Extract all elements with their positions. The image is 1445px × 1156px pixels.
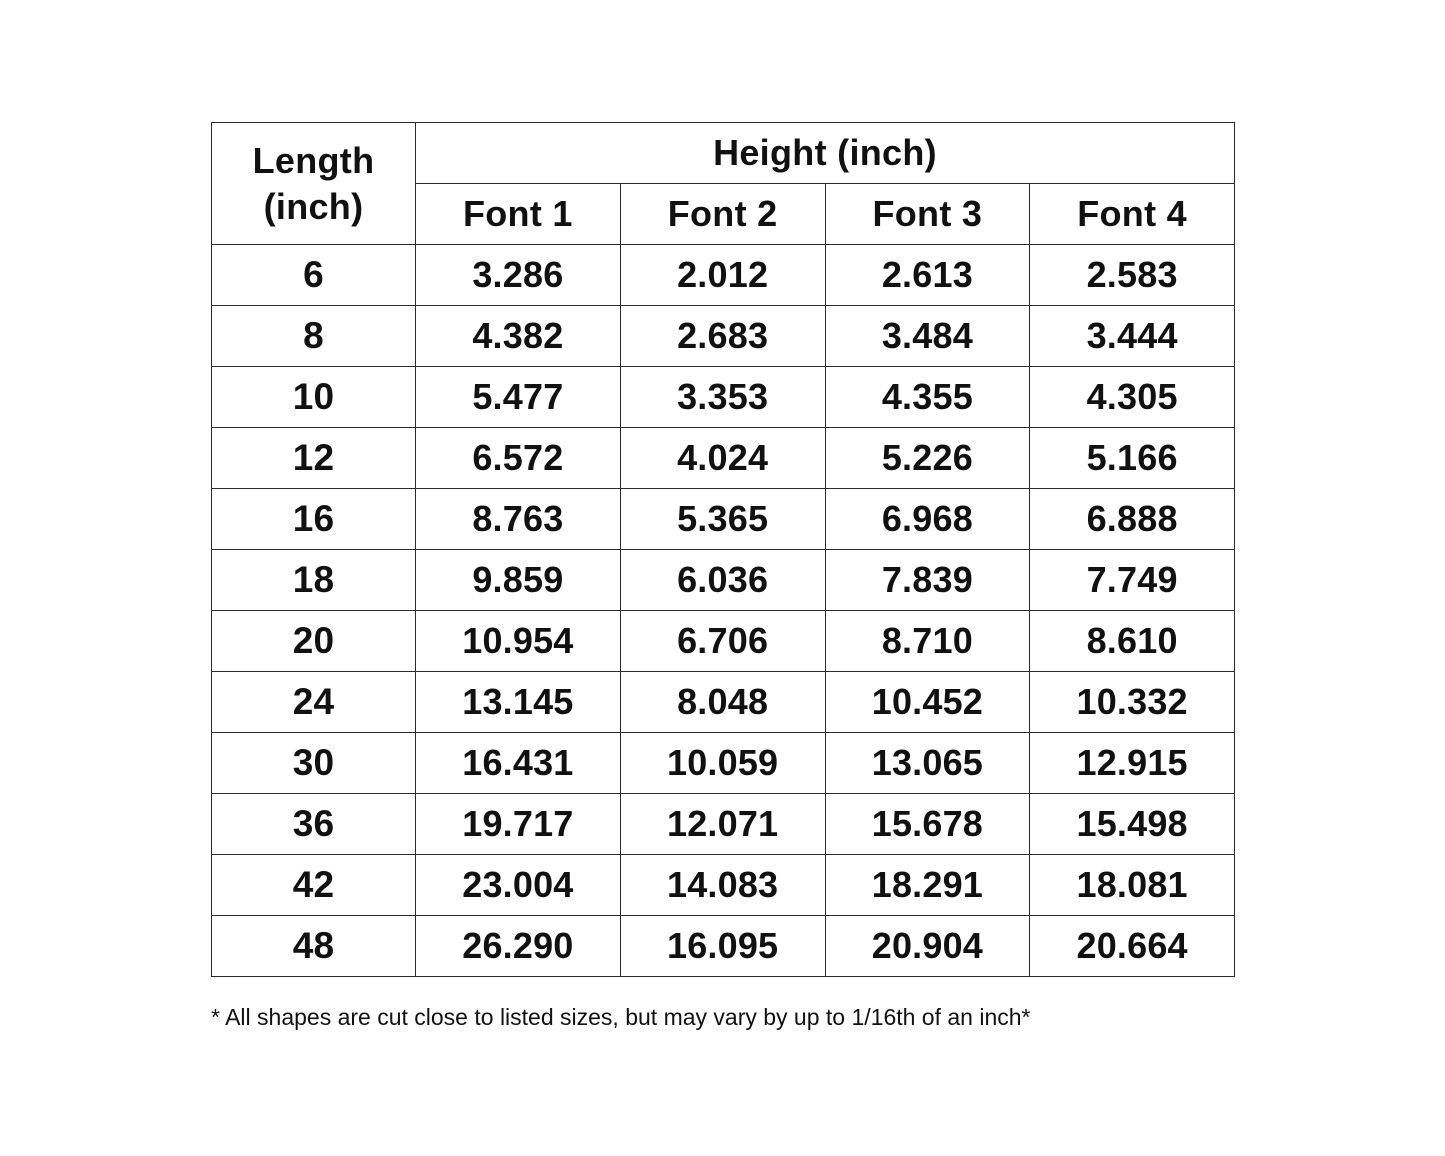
font-column-header: Font 4 — [1030, 184, 1235, 245]
table-row — [212, 916, 1235, 977]
font-column-header: Font 3 — [825, 184, 1030, 245]
height-cell-font-4: 5.166 — [1030, 428, 1235, 489]
height-cell-font-4: 4.305 — [1030, 367, 1235, 428]
height-cell-font-3: 10.452 — [825, 672, 1030, 733]
length-cell: 8 — [212, 306, 416, 367]
table-row — [212, 672, 1235, 733]
table-row — [212, 489, 1235, 550]
height-cell-font-4: 2.583 — [1030, 245, 1235, 306]
length-cell: 20 — [212, 611, 416, 672]
height-cell-font-1: 4.382 — [416, 306, 621, 367]
height-cell-font-2: 6.706 — [620, 611, 825, 672]
font-column-header: Font 1 — [416, 184, 621, 245]
height-cell-font-1: 6.572 — [416, 428, 621, 489]
length-cell: 30 — [212, 733, 416, 794]
height-cell-font-3: 6.968 — [825, 489, 1030, 550]
footnote: * All shapes are cut close to listed sizes, but may vary by up to 1/16th of an inch* — [211, 1004, 1031, 1030]
table-row — [212, 611, 1235, 672]
length-header-line1: Length — [252, 139, 375, 181]
height-cell-font-3: 18.291 — [825, 855, 1030, 916]
table-row — [212, 550, 1235, 611]
length-cell: 36 — [212, 794, 416, 855]
height-cell-font-4: 7.749 — [1030, 550, 1235, 611]
height-cell-font-3: 2.613 — [825, 245, 1030, 306]
height-cell-font-1: 10.954 — [416, 611, 621, 672]
height-cell-font-4: 12.915 — [1030, 733, 1235, 794]
length-cell: 6 — [212, 245, 416, 306]
size-chart-table — [211, 122, 1235, 977]
height-cell-font-3: 7.839 — [825, 550, 1030, 611]
height-cell-font-2: 5.365 — [620, 489, 825, 550]
table-row — [212, 855, 1235, 916]
table-row — [212, 428, 1235, 489]
length-cell: 12 — [212, 428, 416, 489]
height-cell-font-3: 4.355 — [825, 367, 1030, 428]
height-cell-font-4: 18.081 — [1030, 855, 1235, 916]
height-group-header: Height (inch) — [416, 123, 1235, 184]
height-cell-font-1: 23.004 — [416, 855, 621, 916]
height-cell-font-2: 3.353 — [620, 367, 825, 428]
length-cell: 10 — [212, 367, 416, 428]
length-cell: 18 — [212, 550, 416, 611]
length-cell: 24 — [212, 672, 416, 733]
height-cell-font-2: 14.083 — [620, 855, 825, 916]
height-cell-font-3: 13.065 — [825, 733, 1030, 794]
font-column-header: Font 2 — [620, 184, 825, 245]
height-cell-font-2: 2.683 — [620, 306, 825, 367]
height-cell-font-1: 3.286 — [416, 245, 621, 306]
length-cell: 42 — [212, 855, 416, 916]
length-header-line2: (inch) — [263, 185, 364, 227]
height-cell-font-3: 3.484 — [825, 306, 1030, 367]
height-cell-font-3: 15.678 — [825, 794, 1030, 855]
height-cell-font-1: 16.431 — [416, 733, 621, 794]
height-cell-font-2: 6.036 — [620, 550, 825, 611]
height-cell-font-2: 8.048 — [620, 672, 825, 733]
height-cell-font-4: 20.664 — [1030, 916, 1235, 977]
height-cell-font-2: 10.059 — [620, 733, 825, 794]
height-cell-font-1: 5.477 — [416, 367, 621, 428]
height-cell-font-1: 13.145 — [416, 672, 621, 733]
table-row — [212, 794, 1235, 855]
height-cell-font-4: 10.332 — [1030, 672, 1235, 733]
length-column-header — [212, 123, 416, 245]
length-cell: 16 — [212, 489, 416, 550]
height-cell-font-2: 2.012 — [620, 245, 825, 306]
length-cell: 48 — [212, 916, 416, 977]
height-cell-font-1: 8.763 — [416, 489, 621, 550]
table-row — [212, 306, 1235, 367]
height-cell-font-2: 16.095 — [620, 916, 825, 977]
height-cell-font-1: 26.290 — [416, 916, 621, 977]
table-row — [212, 733, 1235, 794]
table-body — [212, 245, 1235, 977]
table-row — [212, 245, 1235, 306]
height-cell-font-3: 5.226 — [825, 428, 1030, 489]
height-cell-font-4: 3.444 — [1030, 306, 1235, 367]
height-cell-font-3: 20.904 — [825, 916, 1030, 977]
height-cell-font-4: 6.888 — [1030, 489, 1235, 550]
height-cell-font-3: 8.710 — [825, 611, 1030, 672]
height-cell-font-2: 12.071 — [620, 794, 825, 855]
height-cell-font-1: 19.717 — [416, 794, 621, 855]
table-header — [212, 123, 1235, 245]
table-row — [212, 367, 1235, 428]
height-cell-font-4: 8.610 — [1030, 611, 1235, 672]
height-cell-font-1: 9.859 — [416, 550, 621, 611]
height-cell-font-4: 15.498 — [1030, 794, 1235, 855]
height-cell-font-2: 4.024 — [620, 428, 825, 489]
header-row-top — [212, 123, 1235, 184]
